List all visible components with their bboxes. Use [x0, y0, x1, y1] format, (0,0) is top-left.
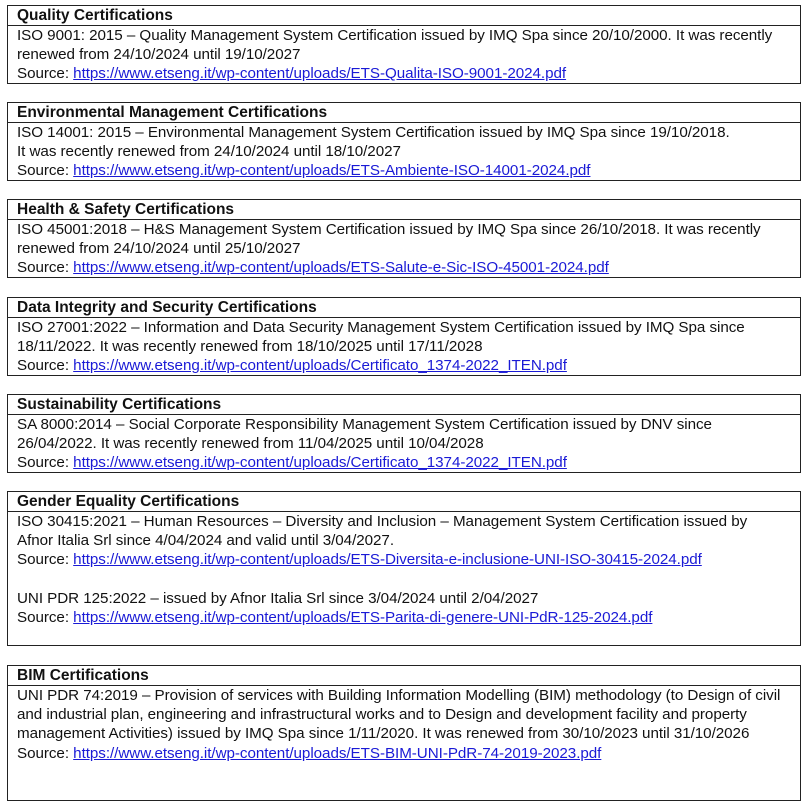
- certification-description: ISO 30415:2021 – Human Resources – Diversity and Inclusion – Management System Certification issued by Afnor Italia Srl since 4/04/2024 and valid until 3/04/2027.: [17, 513, 748, 550]
- section-body: [8, 123, 800, 181]
- certification-description: UNI PDR 125:2022 – issued by Afnor Italia Srl since 3/04/2024 until 2/04/2027: [17, 589, 539, 607]
- section-body: [8, 686, 800, 763]
- section-body: [8, 318, 800, 376]
- section-title: Data Integrity and Security Certifications: [8, 298, 800, 318]
- certification-entry: [17, 686, 794, 763]
- section-title: Gender Equality Certifications: [8, 492, 800, 512]
- source-link[interactable]: https://www.etseng.it/wp-content/uploads/ETS-Diversita-e-inclusione-UNI-ISO-30415-2024.pdf: [73, 551, 702, 569]
- section-title: BIM Certifications: [8, 666, 800, 686]
- source-label: Source:: [17, 65, 74, 83]
- source-link[interactable]: https://www.etseng.it/wp-content/uploads/Certificato_1374-2022_ITEN.pdf: [73, 454, 567, 472]
- source-label: Source:: [17, 162, 74, 180]
- source-label: Source:: [17, 551, 74, 569]
- certification-description: UNI PDR 74:2019 – Provision of services with Building Information Modelling (BIM) methodology (to Design of civil and industrial plan, engineering and infrastructural works and to Design and development facility and property management Activities) issued by IMQ Spa since 1/11/2020. It was renewed from 30/10/2023 until 31/10/2026: [17, 687, 781, 743]
- certification-description: SA 8000:2014 – Social Corporate Responsibility Management System Certification issued by DNV since 26/04/2022. It was recently renewed from 11/04/2025 until 10/04/2028: [17, 416, 712, 453]
- section-body: [8, 415, 800, 473]
- source-link[interactable]: https://www.etseng.it/wp-content/uploads/ETS-Qualita-ISO-9001-2024.pdf: [73, 65, 567, 83]
- health-safety-certifications-table: [7, 199, 801, 278]
- section-title: Environmental Management Certifications: [8, 103, 800, 123]
- source-link[interactable]: https://www.etseng.it/wp-content/uploads/Certificato_1374-2022_ITEN.pdf: [73, 357, 567, 375]
- source-link[interactable]: https://www.etseng.it/wp-content/uploads/ETS-Ambiente-ISO-14001-2024.pdf: [73, 162, 591, 180]
- source-label: Source:: [17, 744, 74, 762]
- source-link[interactable]: https://www.etseng.it/wp-content/uploads/ETS-Salute-e-Sic-ISO-45001-2024.pdf: [73, 259, 609, 277]
- source-line: [17, 356, 794, 375]
- source-line: [17, 608, 794, 627]
- certification-entry: [17, 26, 794, 84]
- source-label: Source:: [17, 454, 74, 472]
- section-body: [8, 220, 800, 278]
- source-line: [17, 258, 794, 277]
- bim-certifications-table: [7, 665, 801, 801]
- source-label: Source:: [17, 357, 74, 375]
- certification-description: ISO 45001:2018 – H&S Management System Certification issued by IMQ Spa since 26/10/2018. It was recently renewed from 24/10/2024 until 25/10/2027: [17, 221, 761, 258]
- sustainability-certifications-table: [7, 394, 801, 473]
- section-body: [8, 26, 800, 84]
- certification-description: ISO 27001:2022 – Information and Data Security Management System Certification issued by IMQ Spa since 18/11/2022. It was recently renewed from 18/10/2025 until 17/11/2028: [17, 319, 745, 356]
- certification-description: ISO 14001: 2015 – Environmental Management System Certification issued by IMQ Spa since 19/10/2018. It was recently renewed from 24/10/2024 until 18/10/2027: [17, 124, 730, 161]
- source-label: Source:: [17, 608, 74, 626]
- section-body: [8, 512, 800, 627]
- quality-certifications-table: [7, 5, 801, 84]
- source-link[interactable]: https://www.etseng.it/wp-content/uploads/ETS-BIM-UNI-PdR-74-2019-2023.pdf: [73, 744, 602, 762]
- certification-entry: [17, 123, 794, 181]
- source-line: [17, 161, 794, 180]
- certification-description: ISO 9001: 2015 – Quality Management System Certification issued by IMQ Spa since 20/10/2000. It was recently renewed from 24/10/2024 until 19/10/2027: [17, 27, 773, 64]
- certification-entry: [17, 512, 794, 570]
- source-line: [17, 453, 794, 472]
- source-line: [17, 64, 794, 83]
- environmental-certifications-table: [7, 102, 801, 181]
- section-title: Health & Safety Certifications: [8, 200, 800, 220]
- certification-entry: [17, 589, 794, 627]
- section-title: Quality Certifications: [8, 6, 800, 26]
- gender-equality-certifications-table: [7, 491, 801, 646]
- data-security-certifications-table: [7, 297, 801, 376]
- section-title: Sustainability Certifications: [8, 395, 800, 415]
- certification-entry: [17, 220, 794, 278]
- source-line: [17, 744, 794, 763]
- source-line: [17, 550, 794, 569]
- source-link[interactable]: https://www.etseng.it/wp-content/uploads/ETS-Parita-di-genere-UNI-PdR-125-2024.pdf: [73, 608, 653, 626]
- certification-entry: [17, 415, 794, 473]
- source-label: Source:: [17, 259, 74, 277]
- certification-entry: [17, 318, 794, 376]
